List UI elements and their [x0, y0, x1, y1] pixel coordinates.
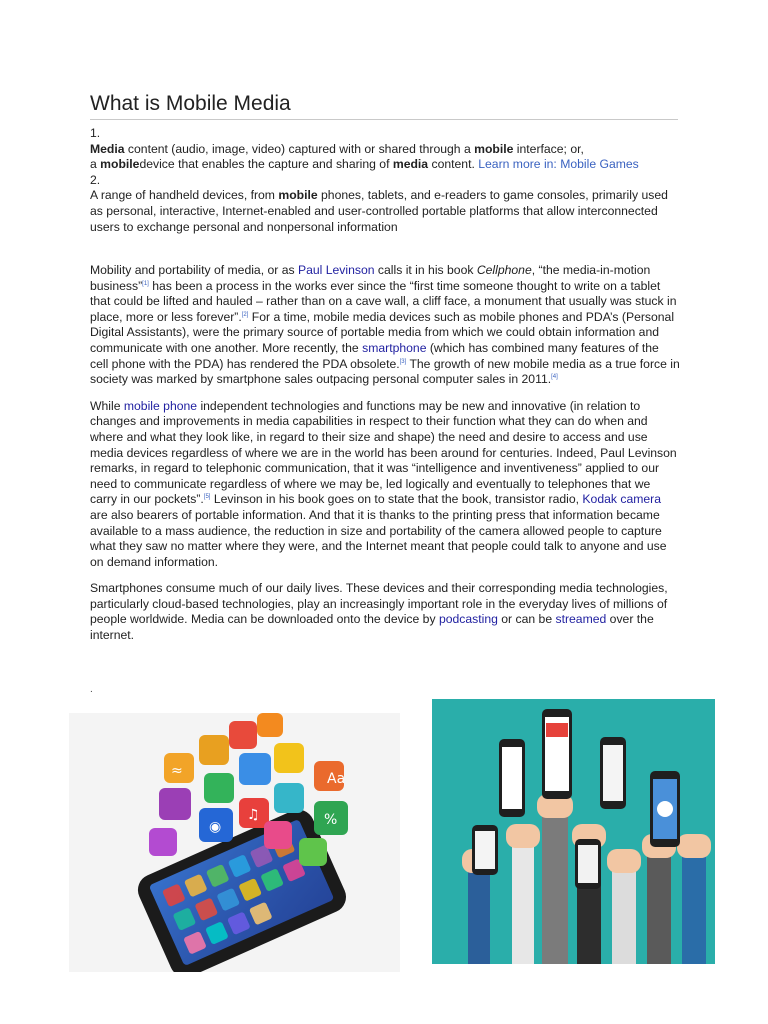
smartphone-apps-illustration [69, 713, 400, 972]
svg-text:◉: ◉ [209, 819, 222, 835]
paragraph-text: For a time, mobile media devices such as mobile phones and PDA’s (Personal Digital Assistants), were the primary source of portable media from which we could obtain information and communicate with one another. More recently, the [90, 309, 675, 355]
svg-text:♫: ♫ [247, 807, 260, 823]
definition-1-term-mobile: mobile [100, 157, 140, 172]
smartphone-apps-image [69, 713, 400, 972]
paragraph-text: , “the media-in-motion business” [90, 263, 651, 293]
stray-dot: . [90, 684, 93, 695]
reference-1[interactable]: [1] [142, 280, 149, 287]
paragraph-text: over the internet. [90, 612, 654, 643]
svg-text:%: % [324, 812, 338, 828]
link-mobile-phone[interactable]: mobile phone [123, 398, 198, 413]
definition-1 [90, 142, 680, 173]
definition-2 [90, 188, 680, 235]
paragraph-text: (which has combined many features of the cell phone with the PDA) has rendered the PDA obsolete. [90, 340, 659, 371]
definition-1-text: content (audio, image, video) captured with or shared through a [124, 141, 475, 156]
paragraph-text: or can be [497, 612, 556, 627]
definitions-block [90, 126, 680, 235]
definition-1-text: interface; or, [513, 141, 584, 156]
paragraph-text: calls it in his book [374, 263, 477, 277]
link-smartphone[interactable]: smartphone [362, 340, 427, 355]
definition-number-2: 2. [90, 172, 101, 187]
definition-1-text: a [90, 157, 101, 172]
article-body [90, 263, 680, 655]
definition-1-text: content. [428, 157, 479, 172]
link-paul-levinson[interactable]: Paul Levinson [297, 263, 375, 277]
link-podcasting[interactable]: podcasting [438, 612, 498, 627]
reference-2[interactable]: [2] [241, 311, 249, 318]
wifi-glyph: ≈ [171, 763, 183, 779]
learn-more-link[interactable]: Learn more in: Mobile Games [478, 157, 639, 172]
definition-1-term: Media [90, 141, 125, 156]
definition-2-text: A range of handheld devices, from [90, 188, 279, 203]
definition-1-term-media: media [392, 157, 429, 172]
book-title: Cellphone [476, 263, 532, 277]
paragraph-2 [90, 399, 680, 571]
definition-2-term-mobile: mobile [278, 188, 318, 203]
page-title: What is Mobile Media [90, 92, 291, 115]
paragraph-text: independent technologies and functions may be new and innovative (in relation to changes and improvements in media capabilities in respect to their function what they can do when and where and what they look like, in regard to their size and shape) the need and desire to access and use media devices regardless of where we are in the world has been around for centuries. Indeed, Paul Levinson remarks, in regard to telephonic communication, that it was “intelligence and inventiveness” applied to our need to communicate regardless of where we may be, led logically and eventually to telephones that we carry in our pockets”. [90, 398, 677, 507]
paragraph-text: Smartphones consume much of our daily lives. These devices and their corresponding media technologies, particularly cloud-based technologies, play an increasingly important role in the everyday lives of millions of people worldwide. Media can be downloaded onto the device by [90, 581, 668, 627]
definition-number-1: 1. [90, 126, 101, 140]
reference-5[interactable]: [5] [203, 494, 211, 501]
title-divider [90, 119, 678, 120]
reference-3[interactable]: [3] [399, 358, 407, 365]
paragraph-text: While [90, 398, 124, 413]
definition-1-term-mobile: mobile [474, 141, 514, 156]
paragraph-text: are also bearers of portable information. And that it is thanks to the printing press that information became available to a mass audience, the reduction in size and portability of the camera allowed people to capture what they saw no matter where they were, and the Internet meant that people could talk to anyone and use on demand information. [90, 507, 667, 569]
link-streamed[interactable]: streamed [555, 612, 607, 627]
hands-holding-phones-image [432, 699, 715, 964]
paragraph-text: The growth of new mobile media as a true force in society was marked by smartphone sales outpacing personal computer sales in 2011. [90, 356, 680, 387]
paragraph-3 [90, 581, 680, 643]
hands-phones-illustration [432, 699, 715, 964]
definition-1-text: device that enables the capture and sharing of [139, 157, 393, 172]
svg-text:Aa: Aa [327, 771, 346, 787]
paragraph-text: Mobility and portability of media, or as [90, 263, 298, 277]
paragraph-text: Levinson in his book goes on to state that the book, transistor radio, [210, 492, 583, 507]
paragraph-1 [90, 263, 680, 388]
reference-4[interactable]: [4] [551, 374, 558, 381]
definition-2-text: phones, tablets, and e-readers to game consoles, primarily used as personal, interactive, Internet-enabled and user-controlled portable platforms that allow interconnected users to exchange personal and nonpersonal information [90, 188, 668, 234]
paragraph-text: has been a process in the works ever since the “first time someone thought to write on a tablet that could be lifted and hauled – rather than on a cave wall, a cliff face, a monument that usually was stuck in place, more or less forever”. [90, 278, 677, 324]
link-kodak-camera[interactable]: Kodak camera [582, 492, 662, 507]
